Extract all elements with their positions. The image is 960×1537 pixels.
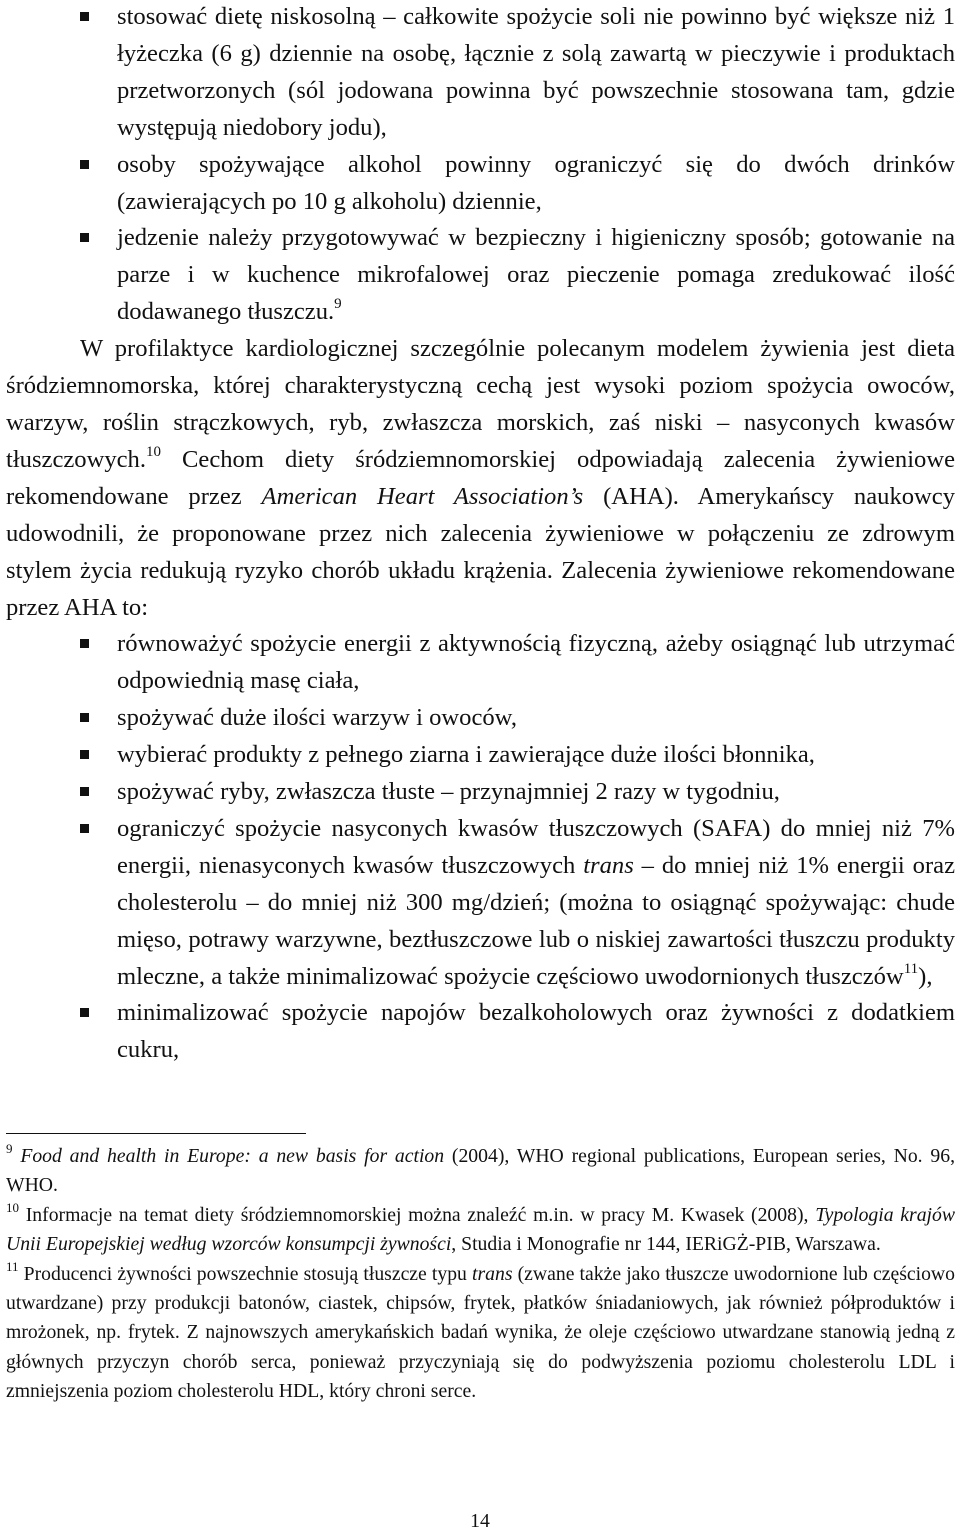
footnote-title: Typologia krajów Unii Europejskiej według wzorców konsumpcji żywności (6, 1203, 955, 1256)
footnote-number: 11 (6, 1258, 19, 1274)
list-item-text: wybierać produkty z pełnego ziarna i zawierające duże ilości błonnika, (117, 741, 815, 769)
list-item-text: ), (918, 962, 933, 990)
footnote-ref-10: 10 (146, 443, 161, 460)
organization-name: American Heart Association’s (261, 482, 584, 510)
list-item (6, 626, 955, 700)
document-page (6, 0, 955, 1069)
trans-term: trans (583, 851, 634, 879)
list-item-text: ograniczyć spożycie nasyconych kwasów tłuszczowych (SAFA) do mniej niż 7% energii, nienasyconych kwasów tłuszczowych (117, 814, 955, 879)
square-bullet-icon (80, 233, 89, 242)
footnote-title: Food and health in Europe: a new basis for action (20, 1145, 445, 1167)
paragraph-text-2: Cechom diety śródziemnomorskiej odpowiadają zalecenia żywieniowe rekomendowane przez (6, 445, 955, 510)
footnote-ref-11: 11 (903, 960, 919, 977)
footnote-separator (6, 1133, 306, 1134)
footnote-text: Producenci żywności powszechnie stosują tłuszcze typu (18, 1262, 473, 1285)
list-item-text: spożywać duże ilości warzyw i owoców, (117, 704, 517, 732)
square-bullet-icon (80, 12, 89, 21)
square-bullet-icon (80, 639, 89, 648)
list-item-text: minimalizować spożycie napojów bezalkoholowych oraz żywności z dodatkiem cukru, (117, 999, 955, 1064)
paragraph-text-3: (AHA). Amerykańscy naukowcy udowodnili, że proponowane przez nich zalecenia żywieniowe w połączeniu ze zdrowym stylem życia redukują ryzyko chorób układu krążenia. Zalecenia żywieniowe rekomendowane przez AHA to: (6, 482, 956, 621)
diet-guidelines-list (6, 0, 955, 331)
footnote-text: (zwane także jako tłuszcze uwodornione lub częściowo utwardzane) przy produkcji batonów, ciastek, chipsów, frytek, płatków śniadaniowych, jak również półproduktów i mrożonek, np. frytek. Z najnowszych amerykańskich badań wynika, że oleje częściowo utwardzane stanowią jedną z głównych przyczyn chorób serca, ponieważ przyczyniają się do podwyższenia poziomu cholesterolu LDL i zmniejszenia poziom cholesterolu HDL, który chroni serce. (6, 1262, 955, 1403)
footnote-text: (2004), WHO regional publications, European series, No. 96, WHO. (6, 1145, 955, 1197)
list-item (6, 0, 955, 147)
footnote-10 (6, 1201, 955, 1260)
footnotes (6, 1142, 955, 1407)
square-bullet-icon (80, 787, 89, 796)
list-item (6, 811, 955, 996)
square-bullet-icon (80, 1008, 89, 1017)
list-item-text: – do mniej niż 1% energii oraz cholesterolu – do mniej niż 300 mg/dzień; (można to osiągnąć spożywając: chude mięso, potrawy warzywne, beztłuszczowe lub o niskiej zawartości tłuszczu produkty mleczne, a także minimalizować spożycie częściowo uwodornionych tłuszczów (117, 851, 955, 990)
list-item (6, 995, 955, 1069)
list-item (6, 774, 955, 811)
square-bullet-icon (80, 160, 89, 169)
paragraph-text-1: W profilaktyce kardiologicznej szczególnie polecanym modelem żywienia jest dieta śródziemnomorska, której charakterystyczną cechą jest wysoki poziom spożycia owoców, warzyw, roślin strączkowych, ryb, zwłaszcza morskich, zaś niski – nasyconych kwasów tłuszczowych. (6, 335, 955, 473)
list-item (6, 700, 955, 737)
aha-recommendations-list (6, 626, 955, 1069)
footnote-11 (6, 1260, 955, 1407)
list-item (6, 737, 955, 774)
list-item-text: jedzenie należy przygotowywać w bezpieczny i higieniczny sposób; gotowanie na parze i w kuchence mikrofalowej oraz pieczenie pomaga zredukować ilość dodawanego tłuszczu. (117, 224, 955, 326)
list-item (6, 220, 955, 331)
list-item-text: spożywać ryby, zwłaszcza tłuste – przynajmniej 2 razy w tygodniu, (117, 778, 780, 806)
square-bullet-icon (80, 750, 89, 759)
footnote-text: Informacje na temat diety śródziemnomorskiej można znaleźć m.in. w pracy M. Kwasek (2008), (19, 1203, 816, 1226)
square-bullet-icon (80, 713, 89, 722)
list-item-text: stosować dietę niskosolną – całkowite spożycie soli nie powinno być większe niż 1 łyżeczka (6 g) dziennie na osobę, łącznie z solą zawartą w pieczywie i produktach przetworzonych (sól jodowana powinna być powszechnie stosowana tam, gdzie występują niedobory jodu), (117, 3, 955, 141)
footnote-text: , Studia i Monografie nr 144, IERiGŻ-PIB, Warszawa. (451, 1233, 881, 1256)
footnote-9 (6, 1142, 955, 1201)
footnote-number: 9 (6, 1141, 13, 1156)
list-item (6, 147, 955, 221)
footnote-ref-9: 9 (334, 296, 342, 313)
square-bullet-icon (80, 824, 89, 833)
trans-term: trans (472, 1262, 513, 1285)
list-item-text: równoważyć spożycie energii z aktywnością fizyczną, ażeby osiągnąć lub utrzymać odpowiednią masę ciała, (117, 630, 955, 695)
page-number: 14 (470, 1510, 490, 1532)
body-paragraph (6, 331, 955, 626)
footnote-number: 10 (6, 1199, 19, 1215)
list-item-text: osoby spożywające alkohol powinny ograniczyć się do dwóch drinków (zawierających po 10 g alkoholu) dziennie, (117, 150, 955, 215)
